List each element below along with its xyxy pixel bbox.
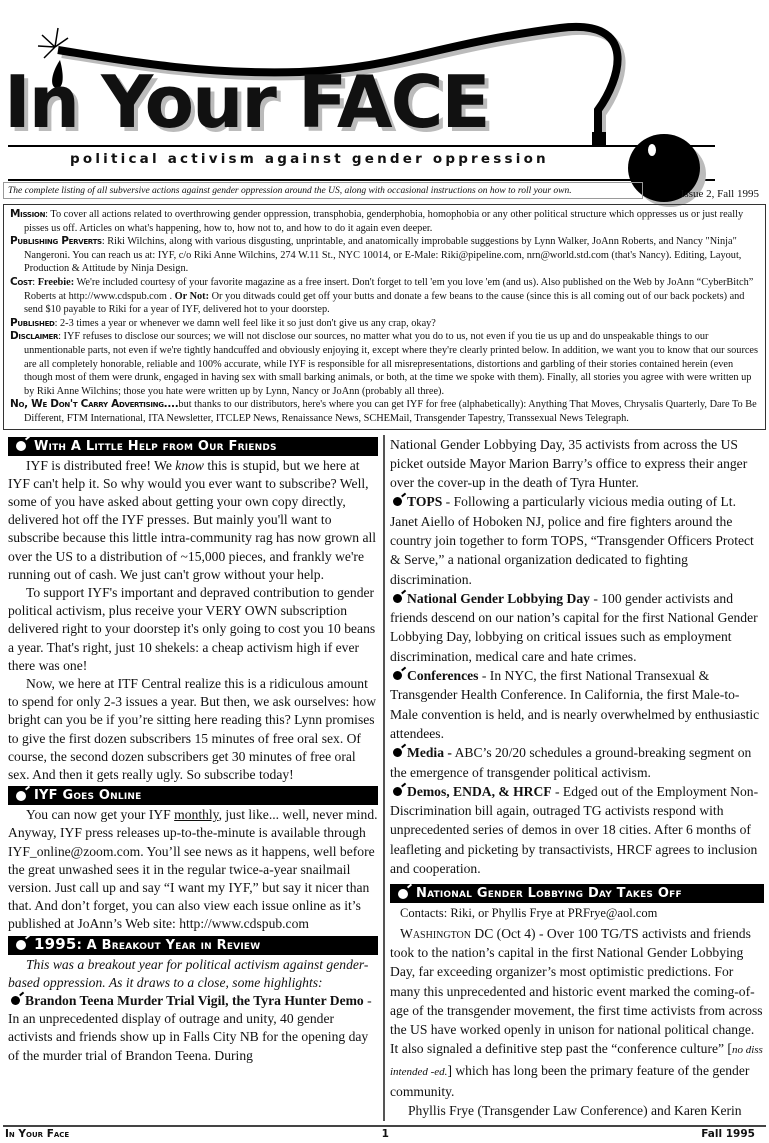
section-heading-lobbying: National Gender Lobbying Day Takes Off xyxy=(390,884,764,903)
paragraph: Phyllis Frye (Transgender Law Conference) and Karen Kerin xyxy=(408,1103,742,1119)
bomb-bullet-icon xyxy=(393,594,402,603)
logo-tagline: political activism against gender oppression xyxy=(70,151,549,167)
masthead-published: Published: 2-3 times a year or whenever we damn well feel like it so just don't give us any crap, okay? xyxy=(10,316,436,329)
bomb-bullet-icon xyxy=(393,787,402,796)
review-item: Demos, ENDA, & HRCF - Edged out of the Employment Non-Discrimination bill again, outraged TG activists respond with unprecedented series of demos in over 18 cities. After 6 months of leafleting and picketing by transactivists, HRCF agrees to inclusion and cooperation. xyxy=(390,783,759,877)
review-intro: This was a breakout year for political activism against gender-based oppression. As it draws to a close, some highlights: xyxy=(8,956,369,990)
columns xyxy=(0,435,769,1121)
paragraph: National Gender Lobbying Day, 35 activists from across the US picket outside Mayor Marion Barry’s office to express their anger over the cover-up in the death of Tyra Hunter. xyxy=(390,436,748,491)
paragraph: You can now get your IYF monthly, just like... well, never mind. Anyway, IYF press releases up-to-the-minute is available through IYF_online@zoom.com. You’ll see news as it happens, well before the great unwashed sees it in the regular twice-a-year snailmail version. Just call up and say “I want my IYF,” but say it nicer than that. And don’t forget, you can also view each issue online as it’s published at JoAnn’s Web site: http://www.cdspub.com xyxy=(8,807,378,932)
issue-label: Issue 2, Fall 1995 xyxy=(680,188,759,200)
footer-title: In Your Face xyxy=(5,1127,70,1140)
review-item: Media - ABC’s 20/20 schedules a ground-breaking segment on the emergence of transgender political activism. xyxy=(390,745,752,780)
subtitle: The complete listing of all subversive actions against gender oppression around the US, along with occasional instructions on how to roll your own. xyxy=(3,182,643,199)
review-item: National Gender Lobbying Day - 100 gender activists and friends descend on our nation’s capital for the first National Gender Lobbying Day, lobbying on critical issues such as employment discrimination, medical care and hate crimes. xyxy=(390,590,758,664)
section-heading-online: IYF Goes Online xyxy=(8,786,378,805)
right-column xyxy=(383,435,764,1121)
masthead-box xyxy=(3,204,766,430)
paragraph: To support IYF's important and depraved contribution to gender political activism, plus receive your VERY OWN subscription delivered right to your doorstep it's only going to cost you 10 beans a year. That's right, just 10 shekels: a cheap activism high if ever there was one! xyxy=(8,584,376,673)
bomb-bullet-icon xyxy=(393,748,402,757)
bomb-icon xyxy=(16,940,26,950)
paragraph: Now, we here at ITF Central realize this is a ridiculous amount to spend for only 2-3 issues a year. But then, we ask ourselves: how bright can you be if you’re sitting here reading this? Lynn promises to give the first dozen subscribers 15 minutes of free oral sex. Of course, the second dozen subscribers get 30 minutes of free oral sex. And then it gets really ugly. So subscribe today! xyxy=(8,675,377,782)
masthead-cost: Cost: Freebie: We're included courtesy of your favorite magazine as a free insert. Don't forget to tell 'em you love 'em (and us). Also published on the Web by JoAnn “CyberBitch” Roberts at http://www.cdspub.com . Or Not: Or you ditwads could get off your butts and donate a few beans to the cause (since this is all coming out of our back pockets) and send $10 payable to Riki for a year of IYF, delivered hot to your doorstep. xyxy=(10,275,754,316)
review-item: TOPS - Following a particularly vicious media outing of Lt. Janet Aiello of Hoboken NJ, police and fire fighters around the country join together to form TOPS, “Transgender Officers Protect & Serve,” a national organization dedicated to fighting discrimination. xyxy=(390,494,754,587)
section-heading-review: 1995: A Breakout Year in Review xyxy=(8,936,378,955)
footer xyxy=(3,1125,766,1143)
footer-date: Fall 1995 xyxy=(701,1127,755,1140)
bomb-icon xyxy=(16,441,26,451)
bomb-bullet-icon xyxy=(11,996,20,1005)
bomb-icon xyxy=(398,889,408,899)
paragraph: IYF is distributed free! We know this is stupid, but we here at IYF can't help it. So why would you ever want to subscribe? Well, some of you have asked about getting your own copy directly, delivered hot off the IYF presses. But mainly you'll want to subscribe because this little intra-community rag has now grown all over the US to a distribution of ~15,000 pieces, and frankly we're running out of cash. We just can't grow without your help. xyxy=(8,457,377,582)
masthead-disclaimer: Disclaimer: IYF refuses to disclose our sources; we will not disclose our sources, no matter what you do to us, not even if you tie us up and do unspeakable things to our unmentionable parts, not even if we're tightly handcuffed and obviously enjoying it, except where they're clearly printed below. In addition, we want you to know that our sources are all completely honorable, reliable and 100% accurate, while IYF is responsible for all misrepresentations, distortions and garbling of their stories contained herein (even though most of them were drunk, engaged in having sex with small barking animals, or both, at the time we spoke with them). Finally, all stories you agree with were written up by Riki Anne Wilchins; those you hate were written up by Lynn, Nancy or JoAnn (probably all three). xyxy=(10,330,759,397)
review-item: Conferences - In NYC, the first National Transexual & Transgender Health Conference. In California, the first Male-to-Male convention is held, and is nearly overwhelmed by enthusiastic attendees. xyxy=(390,668,760,741)
logo-title: In Your FACE xyxy=(4,60,489,144)
bomb-bullet-icon xyxy=(393,671,402,680)
paragraph: Washington DC (Oct 4) - Over 100 TG/TS activists and friends took to the nation’s capital in the first National Gender Lobbying Day, far exceeding organizer’s most optimistic predictions. For many this unprecedented and historic event marked the coming-of-age of the transgender movement, the first time activists from across the US have worked openly in unison for national political change. It also signaled a definitive step past the “conference culture” [no diss intended -ed.] which has long been the primary feature of the gender community. xyxy=(390,925,763,1099)
bomb-bullet-icon xyxy=(393,497,402,506)
contacts: Contacts: Riki, or Phyllis Frye at PRFrye@aol.com xyxy=(400,906,658,921)
review-item: Brandon Teena Murder Trial Vigil, the Tyra Hunter Demo - In an unprecedented display of outrage and unity, 40 gender activists and friends show up in Falls City NB for the opening day of the murder trial of Brandon Teena. During xyxy=(8,992,372,1063)
section-heading-friends: With A Little Help from Our Friends xyxy=(8,437,378,456)
page-number: 1 xyxy=(381,1127,389,1140)
masthead-mission: Mission: To cover all actions related to overthrowing gender oppression, transphobia, genderphobia, homophobia or any other political structure which oppresses us or just really pisses us off. Articles on what's happening, how to, how not to, and how to do it again even deeper. xyxy=(10,208,744,234)
left-column xyxy=(8,435,380,1121)
masthead-publishers: Publishing Perverts: Riki Wilchins, along with various disgusting, unprintable, and anatomically improbable suggestions by Lynn Walker, JoAnn Roberts, and Nancy "Ninja" Nangeroni. You can reach us at: IYF, c/o Riki Anne Wilchins, 274 W.11 St., NYC 10014, or E-Male: Riki@pipeline.com, nrn@world.std.com (that's Nancy). Editing, Layout, Production & Attitude by Ninja Design. xyxy=(10,235,742,275)
bomb-icon xyxy=(16,791,26,801)
masthead-advertising: No, We Don't Carry Advertising....but thanks to our distributors, here's where you can get IYF for free (alphabetically): Anything That Moves, Chrysalis Quarterly, Dare To Be Different, FTM International, ITA Newsletter, ITCLEP News, Renaissance News, SCHEMail, Transgender Tapestry, Transsexual News Telegraph. xyxy=(10,398,757,424)
